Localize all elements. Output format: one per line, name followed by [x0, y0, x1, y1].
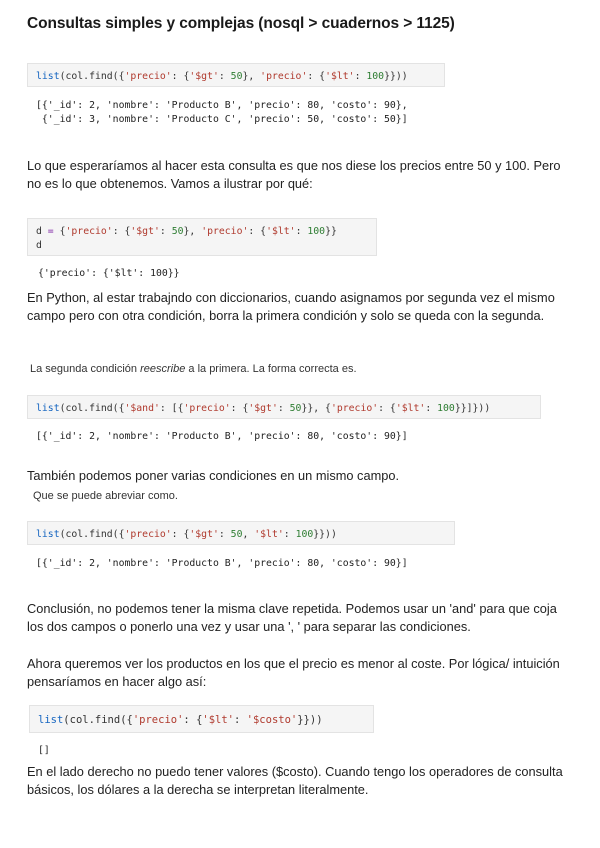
code-cell-2[interactable]: d = {'precio': {'$gt': 50}, 'precio': {'$lt': 100}} d: [27, 218, 377, 256]
note-abbreviate: Que se puede abreviar como.: [33, 490, 178, 502]
paragraph-price-less-than-cost: Ahora queremos ver los productos en los que el precio es menor al coste. Por lógica/ intuición pensaríamos en hacer algo así:: [27, 656, 560, 689]
code-output-5: []: [38, 745, 50, 756]
code-cell-3[interactable]: list(col.find({'$and': [{'precio': {'$gt': 50}}, {'precio': {'$lt': 100}}]})): [27, 395, 541, 419]
code-output-1: [{'_id': 2, 'nombre': 'Producto B', 'precio': 80, 'costo': 90}, {'_id': 3, 'nombre': 'Producto C', 'precio': 50, 'costo': 50}]: [36, 100, 408, 125]
note-rewrite: La segunda condición reescribe a la primera. La forma correcta es.: [30, 363, 357, 375]
paragraph-conclusion: Conclusión, no podemos tener la misma clave repetida. Podemos usar un 'and' para que coja los dos campos o ponerlo una vez y usar una ', ' para separar las condiciones.: [27, 601, 557, 634]
page-title: Consultas simples y complejas (nosql > cuadernos > 1125): [27, 15, 455, 32]
code-output-2: {'precio': {'$lt': 100}}: [38, 268, 180, 279]
code-output-4: [{'_id': 2, 'nombre': 'Producto B', 'precio': 80, 'costo': 90}]: [36, 558, 408, 569]
code-cell-5[interactable]: list(col.find({'precio': {'$lt': '$costo'}})): [29, 705, 374, 733]
paragraph-python-dict: En Python, al estar trabajndo con diccionarios, cuando asignamos por segunda vez el mismo campo pero con otra condición, borra la primera condición y solo se queda con la segunda.: [27, 290, 555, 323]
code-cell-4[interactable]: list(col.find({'precio': {'$gt': 50, '$lt': 100}})): [27, 521, 455, 545]
code-output-3: [{'_id': 2, 'nombre': 'Producto B', 'precio': 80, 'costo': 90}]: [36, 431, 408, 442]
paragraph-multiple-conditions: También podemos poner varias condiciones en un mismo campo.: [27, 468, 400, 483]
code-cell-1[interactable]: list(col.find({'precio': {'$gt': 50}, 'precio': {'$lt': 100}})): [27, 63, 445, 87]
paragraph-dollar-literal: En el lado derecho no puedo tener valores ($costo). Cuando tengo los operadores de consulta básicos, los dólares a la derecha se interpretan literalmente.: [27, 764, 563, 797]
paragraph-expectation: Lo que esperaríamos al hacer esta consulta es que nos diese los precios entre 50 y 100. Pero no es lo que obtenemos. Vamos a ilustrar por qué:: [27, 158, 561, 191]
